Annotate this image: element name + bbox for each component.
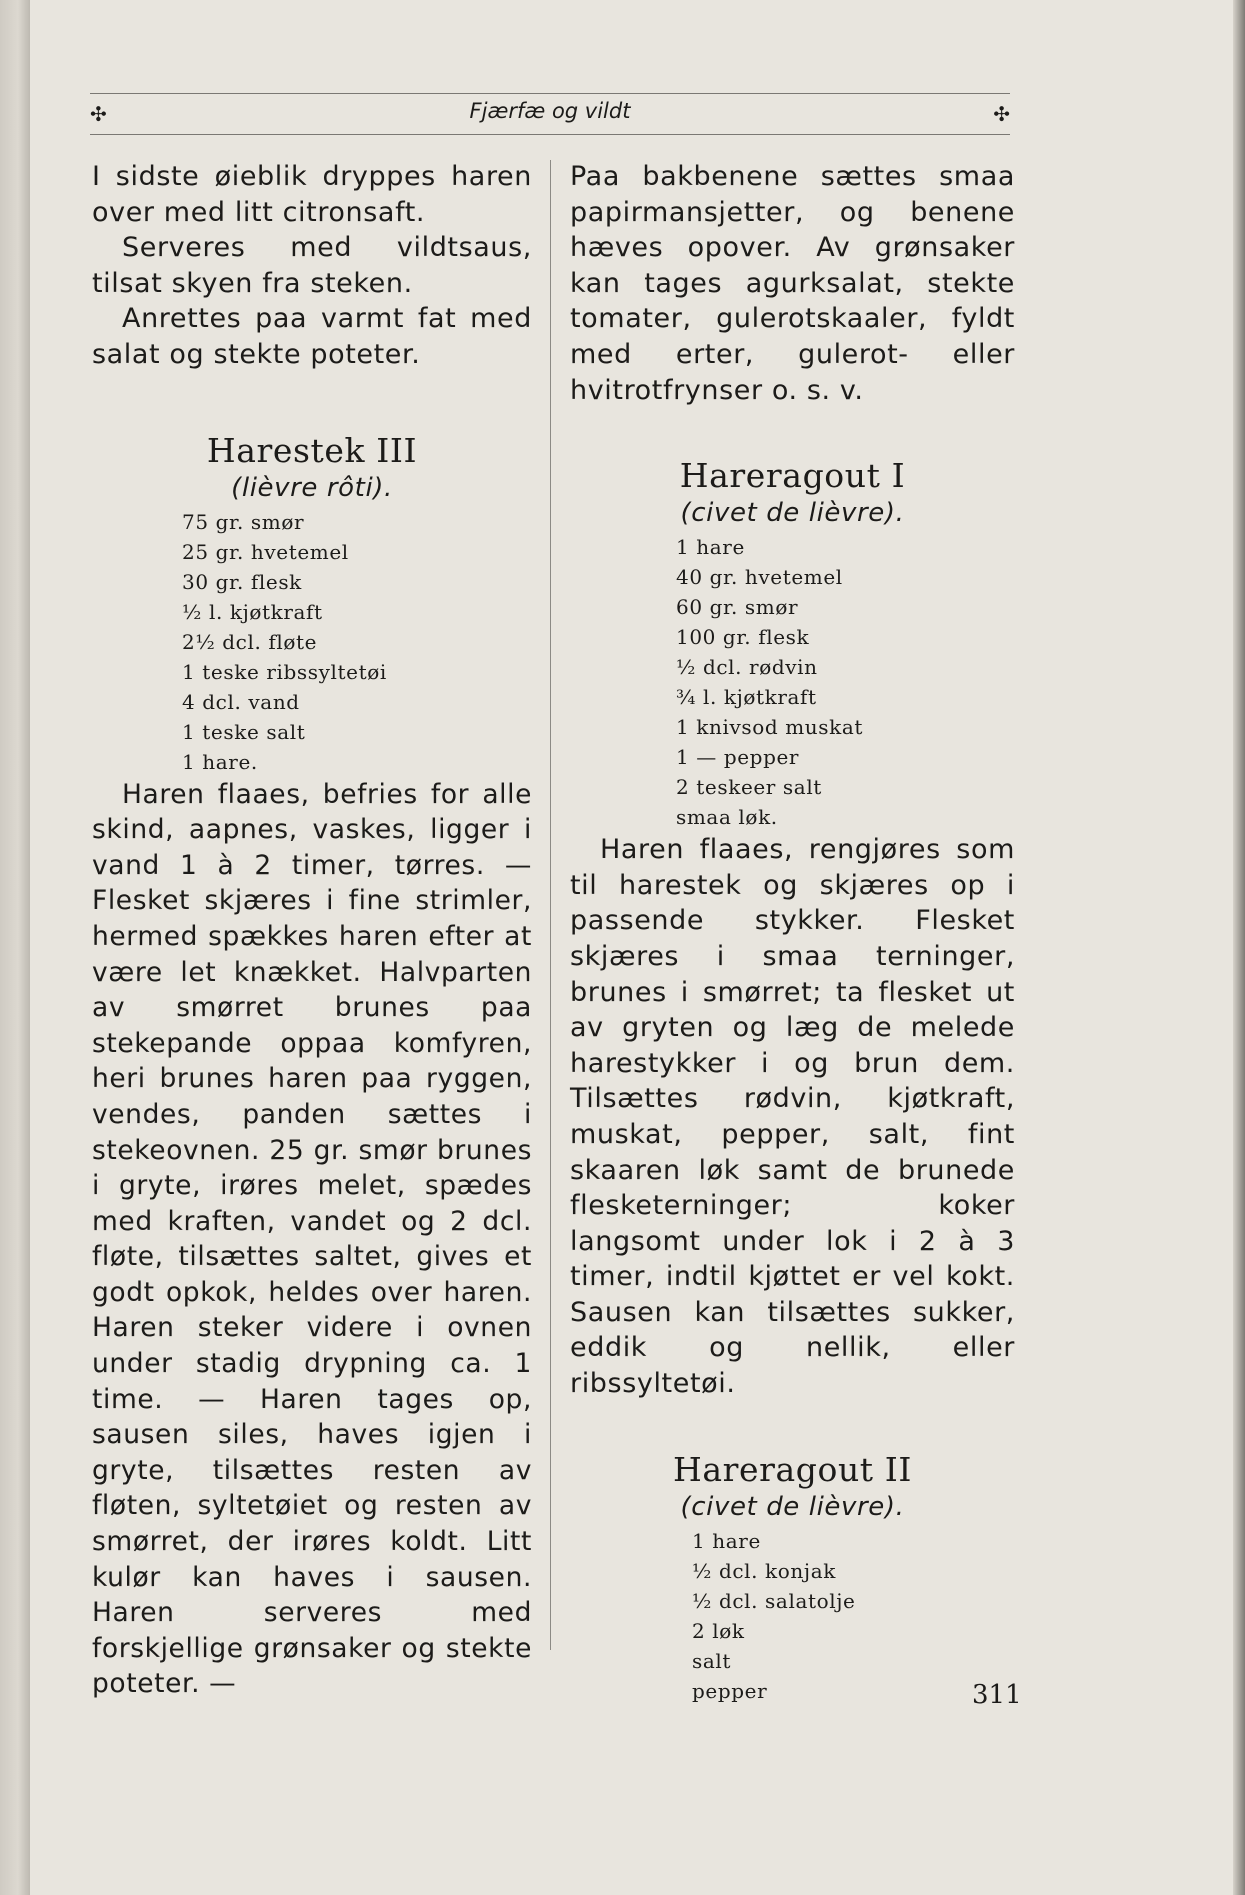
recipe-method: Haren flaaes, rengjøres som til harestek og skjæres op i passende stykker. Flesket skjæres i smaa terninger, brunes i smørret; ta flesket ut av gryten og læg de melede harestykker i og brun dem. Tilsættes rødvin, kjøtkraft, muskat, pepper, salt, fint skaaren løk samt de brunede flesketerninger; koker langsomt under lok i 2 à 3 timer, indtil kjøttet er vel kokt. Sausen kan tilsættes sukker, eddik og nellik, eller ribssyltetøi. bbox=[570, 834, 1015, 1400]
ornament-right-icon: ✣ bbox=[993, 102, 1010, 126]
ingredient-item: 60 gr. smør bbox=[676, 595, 799, 620]
ingredient-item: 1 hare bbox=[692, 1528, 761, 1553]
recipe-subtitle: (civet de lièvre). bbox=[680, 1491, 905, 1522]
ingredient-list bbox=[182, 507, 532, 777]
ingredient-item: 1 hare bbox=[676, 535, 745, 560]
intro-paragraph: Anrettes paa varmt fat med salat og stekte poteter. bbox=[92, 303, 532, 370]
intro-paragraph: I sidste øieblik dryppes haren over med litt citronsaft. bbox=[92, 161, 532, 228]
ingredient-item: ¾ l. kjøtkraft bbox=[676, 685, 817, 710]
ingredient-item: 75 gr. smør bbox=[182, 509, 305, 534]
ingredient-item: ½ dcl. salatolje bbox=[692, 1588, 856, 1613]
ornament-left-icon: ✣ bbox=[90, 102, 107, 126]
column-divider bbox=[550, 160, 551, 1650]
ingredient-item: 1 hare. bbox=[182, 749, 258, 774]
ingredient-item: ½ dcl. konjak bbox=[692, 1558, 836, 1583]
recipe-subtitle: (civet de lièvre). bbox=[680, 498, 905, 529]
recipe-subtitle: (lièvre rôti). bbox=[231, 472, 393, 503]
intro-paragraph: Serveres med vildtsaus, tilsat skyen fra steken. bbox=[92, 232, 532, 299]
ingredient-item: 2 teskeer salt bbox=[676, 775, 822, 800]
ingredient-item: 1 teske salt bbox=[182, 719, 306, 744]
ingredient-item: 1 knivsod muskat bbox=[676, 715, 864, 740]
section-title: Fjærfæ og vildt bbox=[469, 99, 631, 123]
recipe-title: Harestek III bbox=[206, 430, 418, 470]
ingredient-list bbox=[692, 1526, 1015, 1706]
ingredient-item: 2½ dcl. fløte bbox=[182, 629, 318, 654]
right-column bbox=[570, 159, 1015, 1706]
ingredient-item: ½ dcl. rødvin bbox=[676, 655, 818, 680]
continued-paragraph: Paa bakbenene sættes smaa papirmansjetter, og benene hæves opover. Av grønsaker kan tages agurksalat, stekte tomater, gulerotskaaler, fyldt med erter, gulerot- eller hvitrotfrynser o. s. v. bbox=[570, 161, 1015, 406]
ingredient-item: pepper bbox=[692, 1678, 768, 1703]
left-column bbox=[92, 159, 532, 1702]
ingredient-item: salt bbox=[692, 1648, 732, 1673]
ingredient-item: ½ l. kjøtkraft bbox=[182, 599, 323, 624]
ingredient-list bbox=[676, 532, 1015, 832]
recipe-method: Haren flaaes, befries for alle skind, aapnes, vaskes, ligger i vand 1 à 2 timer, tørres. — Flesket skjæres i fine strimler, hermed spækkes haren efter at være let knækket. Halvparten av smørret brunes paa stekepande oppaa komfyren, heri brunes haren paa ryggen, vendes, panden sættes i stekeovnen. 25 gr. smør brunes i gryte, irøres melet, spædes med kraften, vandet og 2 dcl. fløte, tilsættes saltet, gives et godt opkok, heldes over haren. Haren steker videre i ovnen under stadig drypning ca. 1 time. — Haren tages op, sausen siles, haves igjen i gryte, tilsættes resten av fløten, syltetøiet og resten av smørret, der irøres koldt. Litt kulør kan haves i sausen. Haren serveres med forskjellige grønsaker og stekte poteter. — bbox=[92, 778, 532, 1700]
ingredient-item: smaa løk. bbox=[676, 805, 778, 830]
ingredient-item: 40 gr. hvetemel bbox=[676, 565, 843, 590]
ingredient-item: 1 — pepper bbox=[676, 745, 800, 770]
ingredient-item: 25 gr. hvetemel bbox=[182, 539, 349, 564]
recipe-title: Hareragout II bbox=[672, 1449, 913, 1489]
ingredient-item: 100 gr. flesk bbox=[676, 625, 810, 650]
ingredient-item: 30 gr. flesk bbox=[182, 569, 302, 594]
ingredient-item: 2 løk bbox=[692, 1618, 745, 1643]
running-head bbox=[90, 93, 1010, 135]
recipe-title: Hareragout I bbox=[679, 456, 906, 496]
ingredient-item: 4 dcl. vand bbox=[182, 689, 300, 714]
page-binding-edge bbox=[0, 0, 30, 1895]
page-number: 311 bbox=[972, 1680, 1022, 1710]
page-right-edge bbox=[1233, 0, 1245, 1895]
ingredient-item: 1 teske ribssyltetøi bbox=[182, 659, 387, 684]
